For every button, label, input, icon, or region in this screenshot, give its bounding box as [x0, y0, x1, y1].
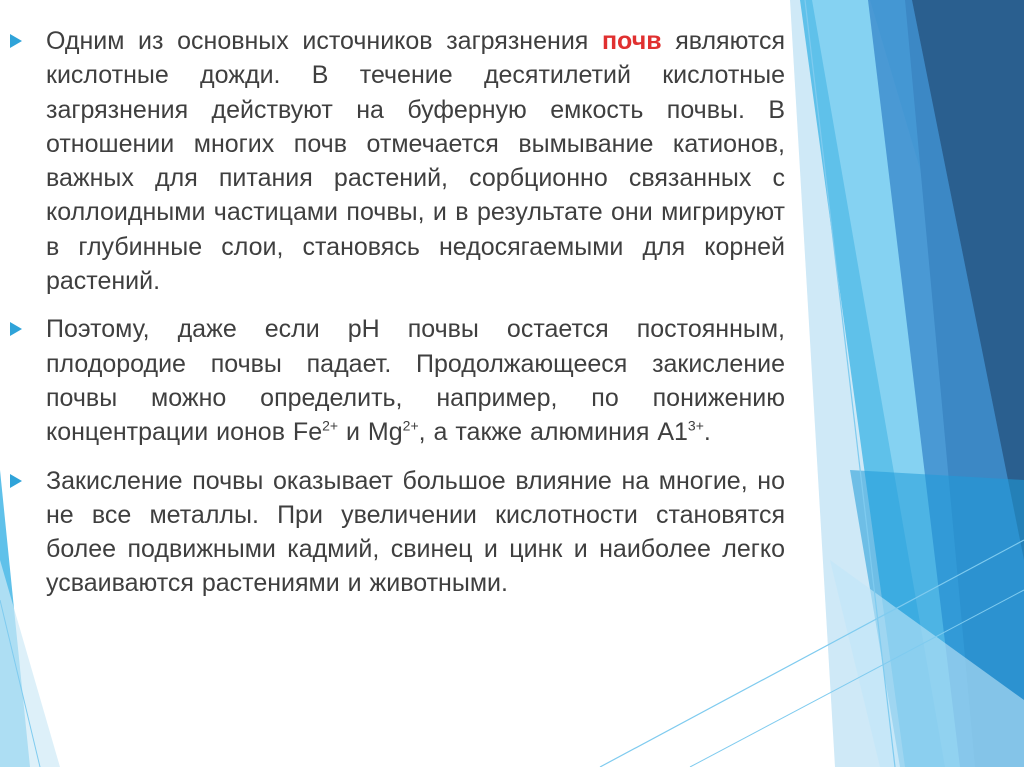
paragraph-2-part4: .: [703, 418, 711, 447]
paragraph-text-2: [46, 312, 785, 449]
bullet-paragraph-3: [10, 464, 785, 601]
paragraph-text-3: Закисление почвы оказывает большое влияние на многие, но не все металлы. При увеличении кислотности становятся более подвижными кадмий, свинец и цинк и наиболее легко усваиваются растениями и животными.: [46, 466, 785, 598]
bullet-paragraph-2: [10, 312, 785, 449]
superscript-mg: 2+: [402, 417, 419, 434]
triangle-bullet-icon: [10, 322, 22, 336]
superscript-al: 3+: [687, 417, 704, 434]
triangle-bullet-icon: [10, 474, 22, 488]
highlighted-word: почв: [601, 27, 662, 55]
paragraph-1-pre: Одним из основных источников загрязнения: [46, 27, 602, 55]
paragraph-text-1: [46, 24, 785, 298]
paragraph-2-part1: Поэтому, даже если pH почвы остается постоянным, плодородие почвы падает. Продолжающееся закисление почвы можно определить, например, по понижению концентрации ионов Fe: [46, 315, 785, 447]
paragraph-2-part2: и Mg: [338, 418, 403, 447]
bullet-paragraph-1: [10, 24, 785, 298]
paragraph-2-part3: , а также алюминия А1: [418, 418, 688, 447]
slide-body: [10, 24, 785, 615]
superscript-fe: 2+: [322, 417, 339, 434]
triangle-bullet-icon: [10, 34, 22, 48]
paragraph-1-post: являются кислотные дожди. В течение десятилетий кислотные загрязнения действуют на буферную емкость почвы. В отношении многих почв отмечается вымывание катионов, важных для питания растений, сорбционно связанных с коллоидными частицами почвы, и в результате они мигрируют в глубинные слои, становясь недосягаемыми для корней растений.: [46, 27, 785, 296]
